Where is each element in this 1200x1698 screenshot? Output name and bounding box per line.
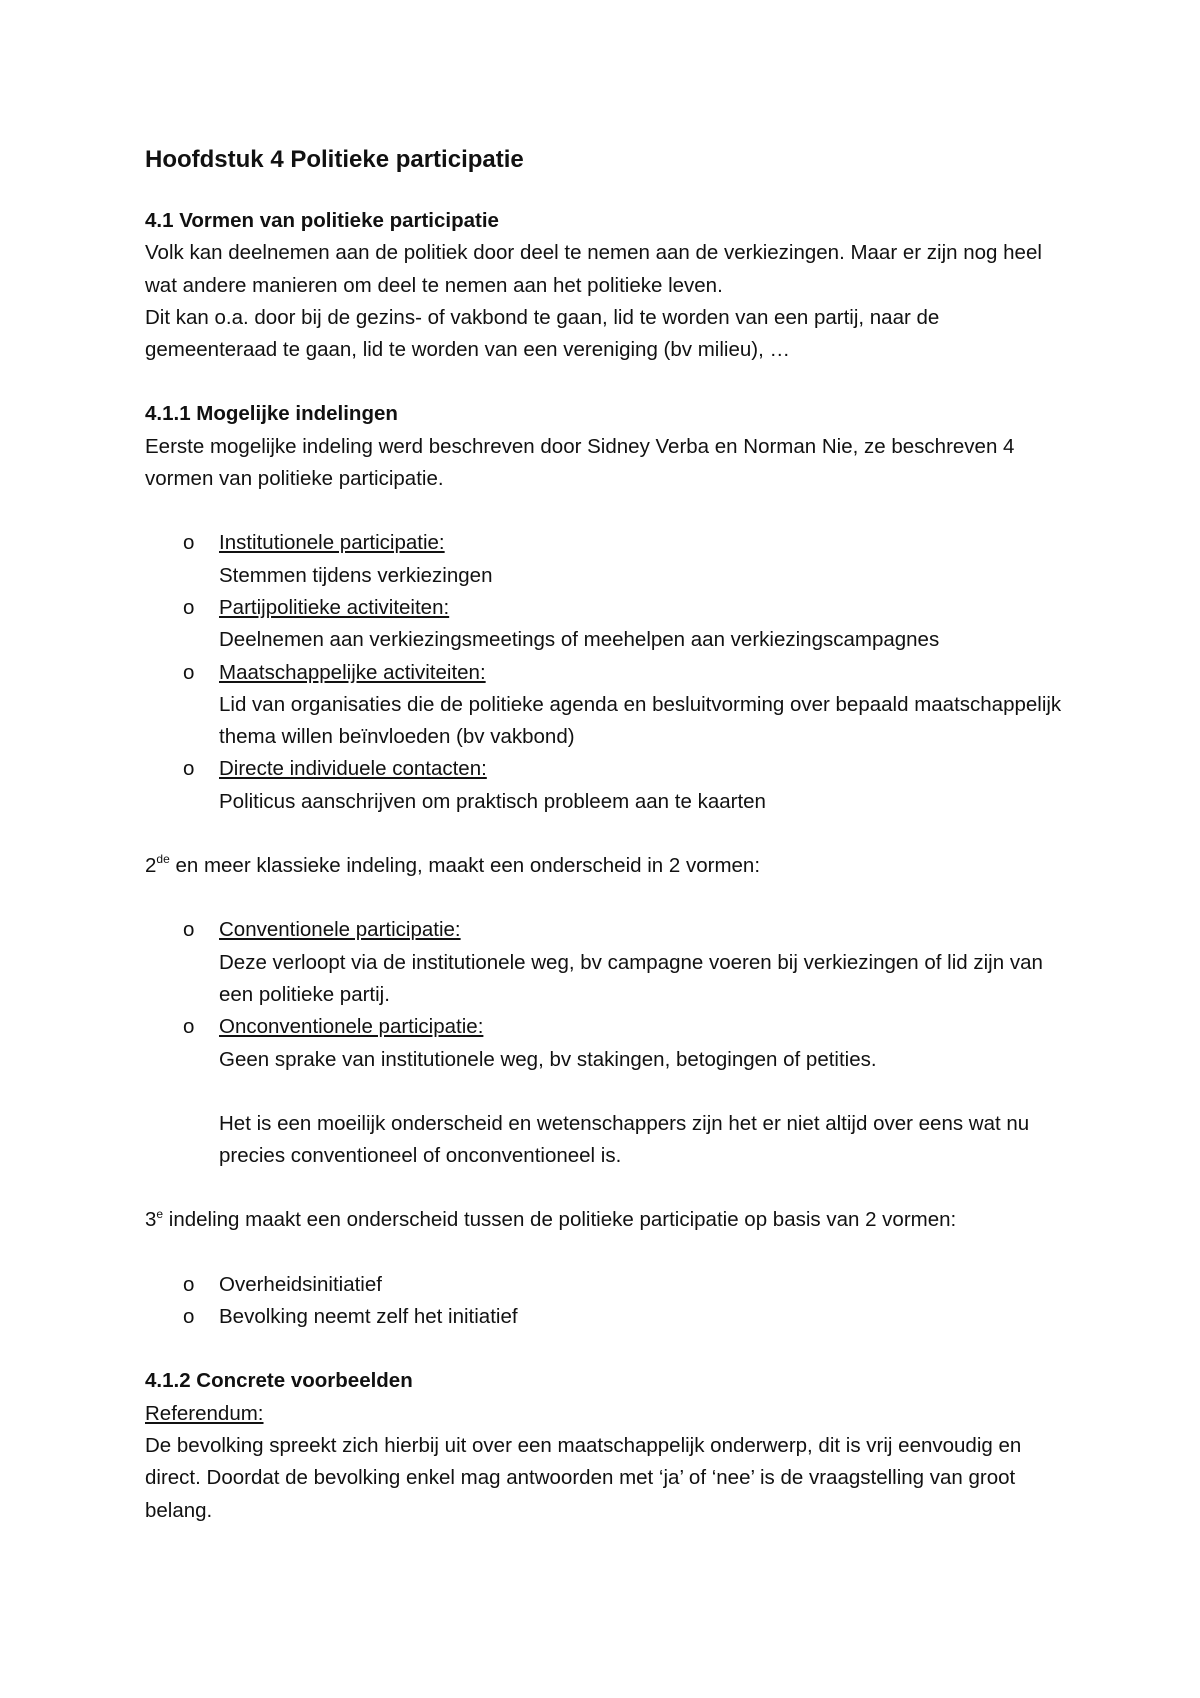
spacer xyxy=(145,366,1075,398)
section-heading-4-1: 4.1 Vormen van politieke participatie xyxy=(145,209,499,232)
circle-bullet-icon: o xyxy=(183,1272,195,1296)
list-item xyxy=(145,527,1075,592)
list-item-term: Institutionele participatie: xyxy=(219,531,445,555)
list-item-term: Partijpolitieke activiteiten: xyxy=(219,595,450,619)
list-item-term: Directe individuele contacten: xyxy=(219,757,487,781)
paragraph-third-classification xyxy=(145,1204,1075,1236)
circle-bullet-icon: o xyxy=(183,1305,195,1329)
ordinal-number: 2 xyxy=(145,854,157,878)
list-item-desc: Geen sprake van institutionele weg, bv stakingen, betogingen of petities. xyxy=(219,1047,877,1071)
spacer xyxy=(145,882,1075,914)
spacer xyxy=(145,1172,1075,1204)
spacer xyxy=(145,1237,1075,1269)
spacer xyxy=(145,1333,1075,1365)
list-item-term: Onconventionele participatie: xyxy=(219,1015,484,1039)
list-item-term: Conventionele participatie: xyxy=(219,918,461,942)
ordinal-suffix: de xyxy=(156,852,170,867)
list-item xyxy=(145,592,1075,657)
paragraph-text: en meer klassieke indeling, maakt een onderscheid in 2 vormen: xyxy=(169,854,761,878)
paragraph-second-classification xyxy=(145,850,1075,882)
circle-bullet-icon: o xyxy=(183,918,195,942)
document-content xyxy=(145,142,1075,1527)
paragraph: De bevolking spreekt zich hierbij uit over een maatschappelijk onderwerp, dit is vrij eenvoudig en direct. Doordat de bevolking enkel mag antwoorden met ‘ja’ of ‘nee’ is de vraagstelling van groot belang. xyxy=(145,1433,1022,1522)
circle-bullet-icon: o xyxy=(183,757,195,781)
list-item xyxy=(145,914,1075,1011)
list-item-desc: Deelnemen aan verkiezingsmeetings of meehelpen aan verkiezingscampagnes xyxy=(219,628,940,652)
paragraph: Dit kan o.a. door bij de gezins- of vakbond te gaan, lid te worden van een partij, naar de gemeenteraad te gaan, lid te worden van een vereniging (bv milieu), … xyxy=(145,305,940,362)
paragraph: Volk kan deelnemen aan de politiek door deel te nemen aan de verkiezingen. Maar er zijn nog heel wat andere manieren om deel te nemen aan het politieke leven. xyxy=(145,241,1042,297)
list-item-desc: Deze verloopt via de institutionele weg, bv campagne voeren bij verkiezingen of lid zijn van een politieke partij. xyxy=(219,950,1043,1006)
spacer xyxy=(219,1076,1075,1108)
list-item xyxy=(145,1301,1075,1333)
paragraph: Eerste mogelijke indeling werd beschreven door Sidney Verba en Norman Nie, ze beschreven 4 vormen van politieke participatie. xyxy=(145,434,1015,491)
section-heading-4-1-1: 4.1.1 Mogelijke indelingen xyxy=(145,402,398,426)
bullet-list-initiative xyxy=(145,1269,1075,1334)
list-item-text: Bevolking neemt zelf het initiatief xyxy=(219,1305,518,1329)
section-heading-4-1-2: 4.1.2 Concrete voorbeelden xyxy=(145,1369,413,1393)
circle-bullet-icon: o xyxy=(183,531,195,555)
list-item xyxy=(145,753,1075,818)
spacer xyxy=(145,495,1075,527)
chapter-title: Hoofdstuk 4 Politieke participatie xyxy=(145,146,524,173)
subheading-referendum: Referendum: xyxy=(145,1401,264,1425)
list-item xyxy=(145,1269,1075,1301)
spacer xyxy=(145,818,1075,850)
list-item-note: Het is een moeilijk onderscheid en wetenschappers zijn het er niet altijd over eens wat nu precies conventioneel of onconventioneel is. xyxy=(219,1111,1030,1168)
list-item-term: Maatschappelijke activiteiten: xyxy=(219,660,486,684)
list-item-desc: Lid van organisaties die de politieke agenda en besluitvorming over bepaald maatschappelijk thema willen beïnvloeden (bv vakbond) xyxy=(219,692,1062,749)
ordinal-number: 3 xyxy=(145,1208,157,1232)
bullet-list-conventional xyxy=(145,914,1075,1172)
list-item-desc: Stemmen tijdens verkiezingen xyxy=(219,563,493,587)
ordinal-suffix: e xyxy=(156,1206,164,1221)
circle-bullet-icon: o xyxy=(183,1015,195,1039)
list-item xyxy=(145,1011,1075,1172)
paragraph-text: indeling maakt een onderscheid tussen de politieke participatie op basis van 2 vormen: xyxy=(163,1208,957,1232)
list-item-text: Overheidsinitiatief xyxy=(219,1272,382,1296)
list-item-desc: Politicus aanschrijven om praktisch probleem aan te kaarten xyxy=(219,789,766,813)
bullet-list-verba-nie xyxy=(145,527,1075,818)
list-item xyxy=(145,657,1075,754)
circle-bullet-icon: o xyxy=(183,595,195,619)
circle-bullet-icon: o xyxy=(183,660,195,684)
